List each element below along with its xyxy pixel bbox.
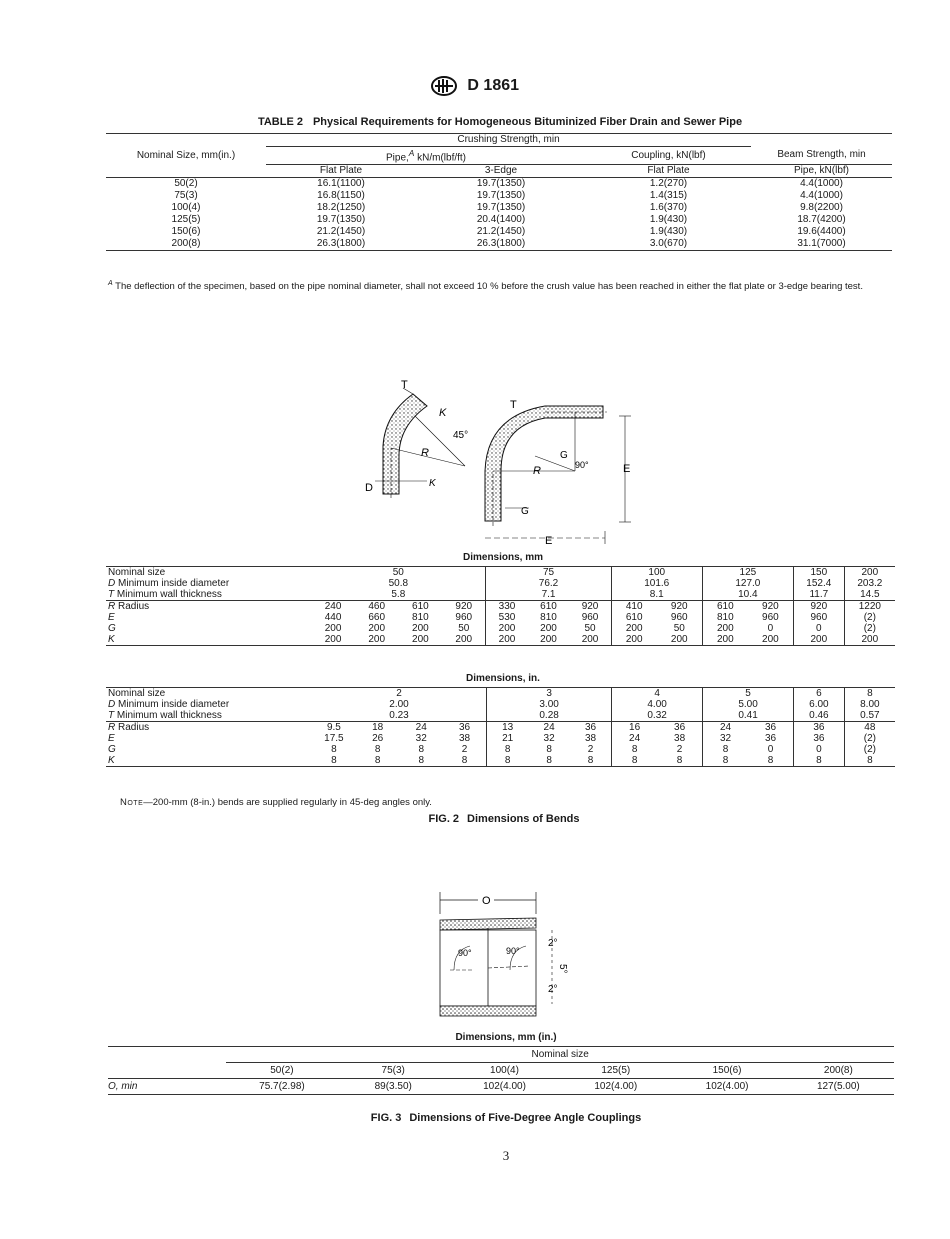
label-r-90: R	[533, 465, 541, 477]
label-t-45: T	[401, 379, 408, 391]
label-o: O	[482, 895, 491, 907]
crushing-strength-header: Crushing Strength, min	[266, 134, 751, 147]
label-k-45: K	[439, 407, 447, 419]
table2-cell: 26.3(1800)	[266, 238, 416, 251]
dim-cell: 200	[355, 634, 399, 646]
fig3-empty-cell	[108, 1047, 226, 1063]
dim-cell: 101.6	[611, 578, 702, 589]
table2	[106, 133, 892, 251]
dim-cell: 6	[794, 688, 845, 700]
fig3-size-header: 200(8)	[783, 1063, 894, 1079]
nominal-size-header: Nominal Size, mm(in.)	[106, 134, 266, 178]
dim-row-label: T Minimum wall thickness	[106, 589, 311, 601]
table2-cell: 200(8)	[106, 238, 266, 251]
dim-cell: 8	[546, 744, 552, 755]
table2-body	[106, 178, 892, 251]
dim-cell: 960	[581, 612, 599, 623]
designation: D 1861	[467, 77, 520, 94]
table2-cell: 9.8(2200)	[800, 202, 843, 214]
dim-cell: 5.00	[703, 699, 794, 710]
fig3-dim-caption: Dimensions, mm (in.)	[455, 1032, 557, 1043]
dim-cell: 200	[657, 634, 703, 646]
table2-cell: 100(4)	[171, 202, 201, 214]
dim-cell: (2)	[844, 744, 895, 755]
dim-cell: 50	[673, 623, 685, 634]
dim-cell: 2	[587, 744, 594, 755]
table2-cell: 1.9(430)	[649, 214, 688, 226]
label-90-angle: 90°	[575, 460, 589, 470]
page-number: 3	[502, 1148, 510, 1163]
table2-row	[106, 178, 892, 191]
fig3-size-header: 75(3)	[338, 1063, 449, 1079]
dim-row-label: G	[108, 744, 116, 755]
dim-cell: 240	[324, 601, 342, 612]
dim-row-r	[106, 601, 895, 613]
dim-cell: 200	[611, 634, 657, 646]
dim-cell: 8	[331, 744, 337, 755]
dim-cell: 36	[764, 733, 777, 744]
dim-row-t	[106, 710, 895, 722]
dim-cell: 960	[455, 612, 473, 623]
label-2deg-top: 2°	[548, 938, 558, 949]
table2-cell: 19.7(1350)	[476, 202, 526, 214]
coupling-header: Coupling, kN(lbf)	[586, 147, 751, 165]
table2-cell: 125(5)	[171, 214, 201, 226]
dim-cell: 200	[399, 634, 443, 646]
dim-cell: 17.5	[324, 733, 344, 744]
dim-row-label: G	[108, 623, 116, 634]
dim-row-label: R Radius	[108, 601, 150, 612]
table2-cell: 1.6(370)	[649, 202, 688, 214]
dim-row-label: D Minimum inside diameter	[108, 699, 230, 710]
fig2-caption: FIG. 2 Dimensions of Bends	[428, 813, 580, 825]
fig3-header-row	[108, 1047, 894, 1063]
dim-row-r	[106, 722, 895, 734]
dim-cell: 920	[581, 601, 599, 612]
dim-cell: 32	[703, 733, 748, 744]
dim-cell: 200	[748, 634, 794, 646]
fig3-size-header: 50(2)	[226, 1063, 337, 1079]
dim-cell: 1220	[844, 601, 895, 613]
dim-cell: 203.2	[844, 578, 895, 589]
dim-cell: 0	[794, 744, 845, 755]
table2-row	[106, 190, 892, 202]
dim-cell: 5.8	[311, 589, 486, 601]
table2-title-text: Physical Requirements for Homogeneous Bituminized Fiber Drain and Sewer Pipe	[312, 116, 743, 128]
dim-cell: 36	[458, 722, 471, 733]
dim-cell: 10.4	[702, 589, 793, 601]
table2-cell: 150(6)	[171, 226, 201, 238]
dim-row-label: T Minimum wall thickness	[106, 710, 312, 722]
dim-cell: 200	[528, 634, 570, 646]
dim-cell: 200	[702, 634, 748, 646]
dim-cell: 8	[703, 744, 748, 755]
coupling-drawing	[430, 888, 590, 1024]
dim-cell: 38	[584, 733, 597, 744]
table2-cell: 20.4(1400)	[476, 214, 526, 226]
dim-cell: 8	[570, 755, 612, 767]
dim-cell: 38	[458, 733, 471, 744]
dim-cell: 460	[368, 601, 386, 612]
dim-cell: 920	[793, 601, 844, 613]
table2-title	[0, 116, 950, 128]
beam-strength-header: Beam Strength, min	[751, 147, 892, 165]
dim-cell: 920	[762, 601, 779, 612]
dim-cell: 8	[487, 755, 529, 767]
beam-pipe-header: Pipe, kN(lbf)	[751, 165, 892, 178]
dim-cell: 200	[368, 623, 386, 634]
dim-cell: 4	[612, 688, 703, 700]
dim-cell: 440	[324, 612, 342, 623]
fig2-note: Note—200-mm (8-in.) bends are supplied regularly in 45-deg angles only.	[120, 797, 432, 808]
fig3-row-label: O, min	[108, 1079, 226, 1095]
dim-cell: 48	[844, 722, 895, 734]
fig3-caption: FIG. 3 Dimensions of Five-Degree Angle Couplings	[370, 1112, 642, 1124]
dim-cell: 810	[540, 612, 557, 623]
dim-cell: 200	[486, 623, 528, 634]
table2-cell: 75(3)	[174, 190, 198, 202]
dim-cell: 127.0	[702, 578, 793, 589]
dim-cell: 100	[611, 567, 702, 579]
dim-cell: 24	[543, 722, 555, 733]
dim-cell: 0	[793, 623, 844, 634]
label-e-horizontal: E	[545, 535, 553, 546]
fig3-size-header: 100(4)	[449, 1063, 560, 1079]
dim-cell: 200	[569, 634, 611, 646]
dim-cell: 960	[670, 612, 688, 623]
dim-cell: 50	[458, 623, 470, 634]
dim-cell: 18	[372, 722, 384, 733]
dim-cell: 920	[670, 601, 688, 612]
dim-row-label: D Minimum inside diameter	[108, 578, 230, 589]
dim-cell: 0.32	[612, 710, 703, 722]
dim-cell: 14.5	[844, 589, 895, 601]
dim-cell: 2	[312, 688, 487, 700]
dim-cell: 36	[764, 722, 777, 733]
coupling-flat-plate-header: Flat Plate	[586, 165, 751, 178]
dim-row-k	[106, 755, 895, 767]
fig3-cell: 102(4.00)	[449, 1079, 560, 1095]
label-90-left: 90°	[458, 948, 472, 958]
table2-cell: 1.2(270)	[649, 178, 688, 190]
label-2deg-bottom: 2°	[548, 984, 558, 995]
dim-cell: 50	[311, 567, 486, 579]
dim-cell: 8	[443, 755, 487, 767]
dim-cell: 8	[528, 755, 570, 767]
fig3-data-row	[108, 1079, 894, 1095]
table2-cell: 21.2(1450)	[316, 226, 366, 238]
dim-cell: 200	[412, 623, 429, 634]
table2-cell: 18.2(1250)	[316, 202, 366, 214]
dim-cell: 810	[702, 612, 748, 623]
table2-row	[106, 238, 892, 251]
dim-cell: 36	[674, 722, 686, 733]
dim-cell: 8	[657, 755, 702, 767]
table2-label: TABLE 2	[257, 116, 303, 128]
dim-cell: 610	[540, 601, 557, 612]
dim-cell: 200	[844, 567, 895, 579]
dim-cell: 0.41	[703, 710, 794, 722]
dim-cell: 8	[374, 744, 381, 755]
dim-row-g	[106, 623, 895, 634]
dim-cell: 8	[612, 755, 657, 767]
dim-cell: 8	[844, 688, 895, 700]
dim-cell: 3	[487, 688, 612, 700]
dim-cell: 8	[312, 755, 356, 767]
dim-cell: 8	[703, 755, 748, 767]
dim-row-d	[106, 578, 895, 589]
table2-cell: 26.3(1800)	[416, 238, 586, 251]
dim-cell: 7.1	[486, 589, 611, 601]
dim-cell: 3.00	[487, 699, 612, 710]
dim-cell: 200	[611, 623, 657, 634]
dim-cell: 50.8	[388, 578, 409, 589]
bend-90-drawing	[485, 399, 631, 546]
bend-drawing	[355, 376, 645, 546]
fig3-cell: 127(5.00)	[783, 1079, 894, 1095]
dim-row-e	[106, 733, 895, 744]
dim-cell: 330	[486, 601, 528, 613]
dim-cell: 125	[702, 567, 793, 579]
label-t-90: T	[510, 399, 517, 411]
fig3-size-header: 150(6)	[671, 1063, 782, 1079]
label-45-angle: 45°	[453, 430, 469, 441]
flat-plate-header: Flat Plate	[266, 165, 416, 178]
table2-cell: 3.0(670)	[586, 238, 751, 251]
fig3-table	[108, 1046, 894, 1095]
fig3-cell: 89(3.50)	[338, 1079, 449, 1095]
dim-cell: 36	[794, 733, 845, 744]
dim-cell: 610	[611, 612, 657, 623]
label-g-90b: G	[521, 506, 529, 517]
dim-cell: 24	[612, 733, 657, 744]
fig3-empty-cell	[108, 1063, 226, 1079]
dim-cell: 76.2	[486, 578, 611, 589]
dim-cell: 200	[793, 634, 844, 646]
fig2-inch-caption: Dimensions, in.	[466, 673, 540, 684]
dim-row-label: E	[108, 612, 115, 623]
dim-cell: 8	[418, 744, 424, 755]
dim-cell: 75	[486, 567, 611, 579]
label-e-vertical: E	[623, 463, 631, 475]
dim-cell: 0	[767, 623, 774, 634]
dim-row-label: Nominal size	[106, 567, 311, 579]
label-d: D	[365, 482, 373, 494]
table2-cell: 16.1(1100)	[317, 178, 365, 190]
label-g-90: G	[560, 450, 568, 461]
dim-cell: 0	[767, 744, 774, 755]
label-r-45: R	[421, 447, 429, 459]
three-edge-header: 3-Edge	[416, 165, 586, 178]
dim-cell: 200	[702, 623, 748, 634]
dim-cell: 200	[486, 634, 528, 646]
dim-cell: 660	[368, 612, 386, 623]
astm-logo-icon	[431, 76, 457, 96]
dim-cell: 610	[412, 601, 429, 612]
dim-row-label: R Radius	[108, 722, 150, 733]
table2-cell: 19.7(1350)	[476, 190, 526, 202]
fig3-cell: 102(4.00)	[671, 1079, 782, 1095]
table2-cell: 19.7(1350)	[476, 178, 526, 190]
dim-cell: 5	[703, 688, 794, 700]
dim-cell: 6.00	[794, 699, 845, 710]
dim-row-t	[106, 589, 895, 601]
fig3-cell: 102(4.00)	[560, 1079, 671, 1095]
dim-cell: 36	[794, 722, 845, 734]
dim-cell: 4.00	[612, 699, 703, 710]
dim-cell: 26	[372, 733, 384, 744]
table2-cell: 19.6(4400)	[797, 226, 846, 238]
label-k-45b: K	[429, 478, 436, 489]
dim-cell: 8	[748, 755, 793, 767]
dim-cell: 50	[584, 623, 596, 634]
dim-cell: 13	[487, 722, 529, 734]
dim-cell: 36	[584, 722, 597, 733]
dim-cell: 24	[703, 722, 748, 734]
fig2-mm-caption: Dimensions, mm	[462, 552, 544, 563]
dim-cell: 200	[324, 623, 342, 634]
dim-row-g	[106, 744, 895, 755]
dim-cell: 920	[455, 601, 473, 612]
dim-cell: (2)	[844, 623, 895, 634]
dim-cell: 0.46	[794, 710, 845, 722]
dim-cell: 8	[487, 744, 529, 755]
table2-cell: 4.4(1000)	[800, 178, 843, 190]
dim-row-label: K	[106, 634, 311, 646]
dim-cell: 152.4	[793, 578, 844, 589]
table2-row	[106, 214, 892, 226]
bend-45-drawing	[365, 379, 468, 498]
table2-cell: 4.4(1000)	[800, 190, 843, 202]
dim-cell: 21	[487, 733, 529, 744]
dim-cell: 8	[399, 755, 443, 767]
dim-cell: (2)	[844, 733, 895, 744]
dim-cell: 32	[415, 733, 427, 744]
fig3-sizes-row	[108, 1063, 894, 1079]
table2-cell: 1.4(315)	[649, 190, 688, 202]
dim-cell: 16	[612, 722, 657, 734]
dim-cell: 610	[702, 601, 748, 613]
dim-cell: 8.1	[611, 589, 702, 601]
dim-cell: 200	[844, 634, 895, 646]
fig3-size-header: 125(5)	[560, 1063, 671, 1079]
dim-row-k	[106, 634, 895, 646]
table2-cell: 18.7(4200)	[797, 214, 846, 226]
fig3-cell: 75.7(2.98)	[226, 1079, 337, 1095]
dim-row-e	[106, 612, 895, 623]
label-5deg: 5°	[557, 964, 568, 974]
dim-cell: 200	[442, 634, 486, 646]
dim-cell: 2.00	[389, 699, 409, 710]
dim-cell: 150	[793, 567, 844, 579]
pipe-header: Pipe,$^A$ kN/m(lbf/ft)	[266, 147, 586, 165]
dim-cell: 9.5	[326, 722, 341, 733]
table2-footnote: $^A$ The deflection of the specimen, based on the pipe nominal diameter, shall not exceed 10 % before the crush value has been reached in either the flat plate or 3-edge bearing test.	[108, 280, 863, 293]
dim-cell: 8	[356, 755, 400, 767]
dim-row-nominal	[106, 688, 895, 700]
dim-cell: 200	[540, 623, 557, 634]
dim-cell: 8	[612, 744, 657, 755]
dim-cell: 410	[611, 601, 657, 613]
label-90-right: 90°	[506, 946, 520, 956]
dim-row-label: Nominal size	[106, 688, 312, 700]
dim-cell: 2	[461, 744, 468, 755]
dim-cell: 0.23	[312, 710, 487, 722]
dim-row-label: K	[106, 755, 312, 767]
dim-cell: 11.7	[793, 589, 844, 601]
dim-cell: 2	[676, 744, 683, 755]
table2-cell: 50(2)	[174, 178, 198, 190]
dim-row-nominal	[106, 567, 895, 579]
table2-cell: 19.7(1350)	[316, 214, 366, 226]
dim-cell: 8	[844, 755, 895, 767]
dim-cell: 960	[793, 612, 844, 623]
dim-cell: 32	[543, 733, 555, 744]
dim-cell: 0.28	[487, 710, 612, 722]
dim-cell: 24	[415, 722, 427, 733]
table2-cell: 1.9(430)	[649, 226, 688, 238]
table2-cell: 21.2(1450)	[476, 226, 526, 238]
dim-cell: 38	[674, 733, 686, 744]
dim-cell: 0.57	[844, 710, 895, 722]
nominal-size-header: Nominal size	[226, 1047, 894, 1063]
table2-row	[106, 226, 892, 238]
fig2-inch-table	[106, 687, 895, 767]
dim-cell: 810	[412, 612, 429, 623]
table2-cell: 16.8(1150)	[317, 190, 365, 202]
table2-row	[106, 202, 892, 214]
page-header	[0, 76, 950, 96]
dim-cell: (2)	[844, 612, 895, 623]
dim-cell: 960	[762, 612, 779, 623]
dim-row-d	[106, 699, 895, 710]
fig2-mm-table	[106, 566, 895, 646]
dim-cell: 8	[794, 755, 845, 767]
dim-cell: 530	[486, 612, 528, 623]
table2-cell: 31.1(7000)	[751, 238, 892, 251]
dim-cell: 200	[311, 634, 355, 646]
dim-cell: 8.00	[844, 699, 895, 710]
dim-row-label: E	[108, 733, 115, 744]
